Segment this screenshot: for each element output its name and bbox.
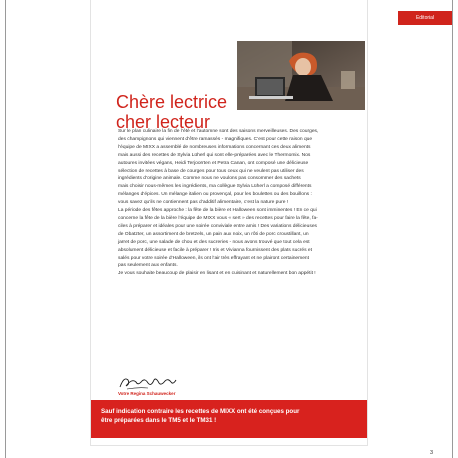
body-line: pas seulement aux enfants.: [118, 263, 178, 269]
title-line-1: Chère lectrice: [116, 92, 228, 113]
signature-graphic: [118, 374, 178, 390]
body-line: mélanges d’épices. Un mélange italien ou provençal, pour les boulettes ou des bouillons :: [118, 192, 312, 198]
banner-line-2: être préparées dans le TM5 et le TM31 !: [101, 417, 217, 424]
body-line: mais choisir nous-mêmes les ingrédients, ma collègue Sylvia Lüherl a composé différents: [118, 184, 312, 190]
photo-illustration: [237, 41, 365, 110]
body-line: des champignons qui viennent d’être ramassés - magnifiques. C’est pour cette raison que: [118, 136, 313, 142]
editorial-body: [118, 128, 350, 278]
body-line: ingrédients d’origine animale. Comme nous ne voulons pas consommer des sachets: [118, 176, 301, 182]
body-line: Sur le plan culinaire la fin de l’été et l’automne sont des saisons merveilleuses. Des courges,: [118, 129, 319, 134]
body-line: jarret de porc, une salade de chou et des sucreries - nous avons trouvé que tout cela est: [118, 239, 310, 245]
body-line: salés pour votre soirée d’Halloween, ils ont l’air très effrayant et ne plairont certainement: [118, 255, 310, 261]
body-line: ciles à préparer et idéales pour une soirée conviviale entre amis ! Des variations délicieuses: [118, 223, 317, 229]
left-margin-rule: [5, 0, 6, 458]
body-line: sélection de recettes à base de courges pour tous ceux qui ne veulent pas utiliser des: [118, 168, 304, 174]
section-tag: Editorial: [398, 11, 452, 25]
banner-line-1: Sauf indication contraire les recettes de MIXX ont été conçues pour: [101, 408, 300, 415]
body-line: de Obatzter, un assortiment de bretzels, un pain aux noix, un rôti de porc croustillant, un: [118, 231, 309, 237]
signature-name: Votre Regina Schauwecker: [118, 391, 176, 396]
body-line: mais aussi des recettes de Sylvia Lüherl qui sont elle-préparées avec le Thermomix. Nos: [118, 152, 311, 158]
body-line: concerne la fête de la bière l’équipe de MIXX vous « sert » des recettes pour faire la fête, fa-: [118, 215, 318, 221]
right-margin-rule: [452, 0, 453, 458]
woman-at-laptop-photo: [237, 41, 365, 110]
page-number: 3: [430, 450, 434, 456]
body-line: autoures invitées végans, Heidi Terjoorrten et Petra Canan, ont composé une délicieuse: [118, 160, 309, 166]
handwritten-signature: [118, 374, 178, 390]
page-title: [116, 92, 246, 132]
body-line: absolument délicieuse et facile à préparer ! Iris et Vivianna fournissent des plats sucrés et: [118, 247, 313, 253]
body-line: vous savez qu’ils ne contiennent pas d’additif alimentaire, c’est la nature pure !: [118, 200, 289, 206]
body-line: Je vous souhaite beaucoup de plaisir en lisant et en cuisinant et naturellement bon appétit !: [118, 271, 316, 277]
notice-banner: [91, 400, 367, 438]
body-line: l’équipe de MIXX a assemblé de nombreuses informations concernant ces deux aliments: [118, 144, 311, 150]
title-line-2: cher lecteur: [116, 112, 211, 133]
body-line: La période des fêtes approche : la fête de la bière et Halloween sont imminentes ! En ce qui: [118, 208, 317, 214]
